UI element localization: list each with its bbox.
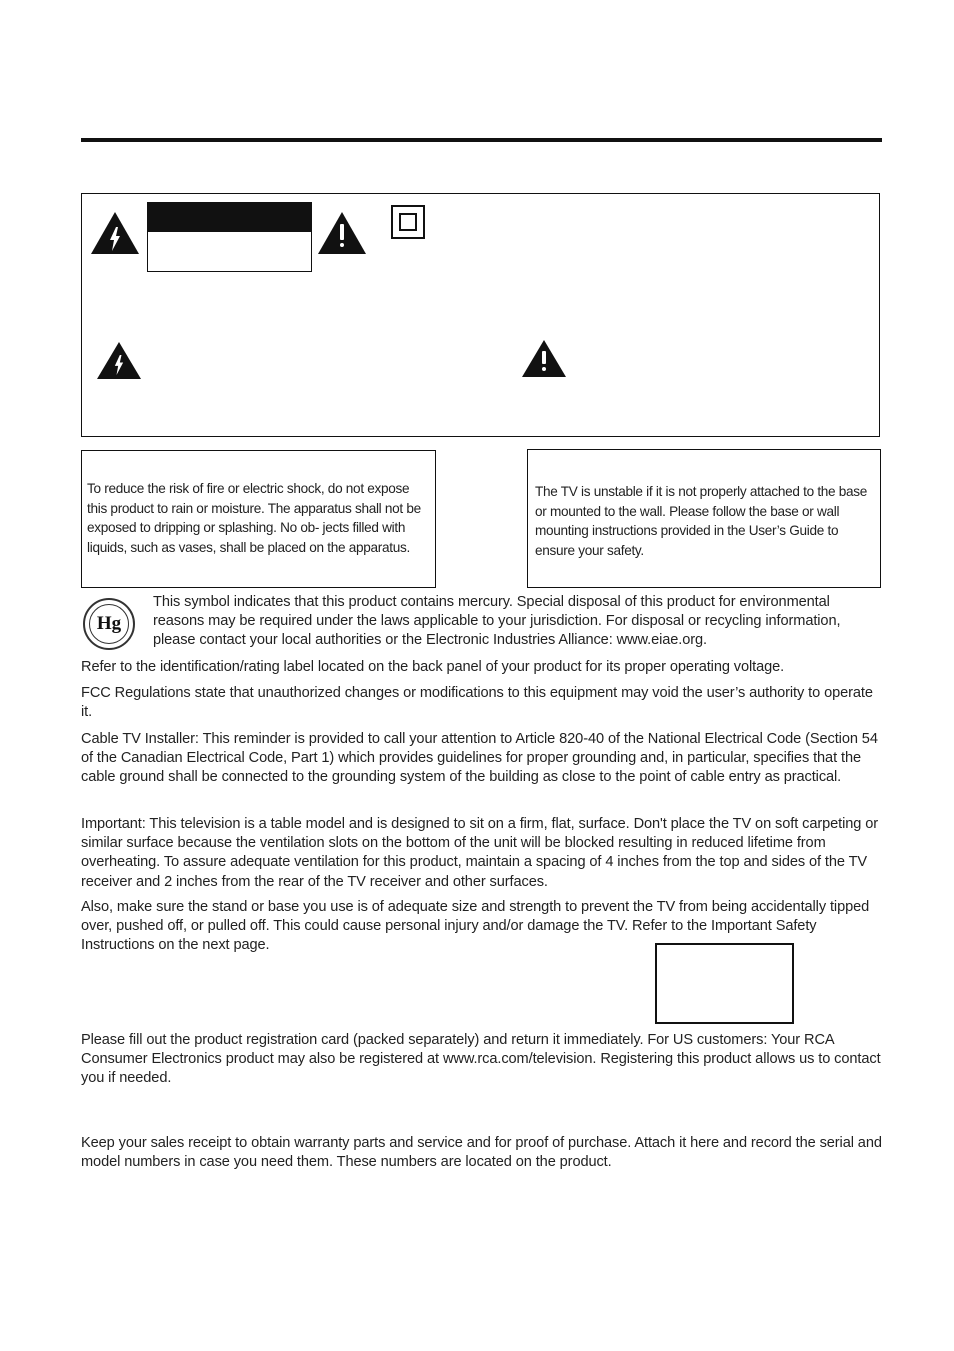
stability-warning-box bbox=[527, 449, 881, 588]
lightning-warning-icon bbox=[91, 212, 139, 254]
moisture-warning-text: To reduce the risk of fire or electric shock, do not expose this product to rain or moisture. The apparatus shall not be exposed to dripping or splashing. No ob- jects filled with liquids, such as vases, shall be placed on the apparatus. bbox=[87, 481, 421, 555]
double-insulation-icon bbox=[391, 205, 425, 239]
stand-notice: Also, make sure the stand or base you use is of adequate size and strength to prevent the TV from being accidentally tipped over, pushed off, or pulled off. This could cause personal injury and/or damage the TV. Refer to the Important Safety Instructions on the next page. bbox=[81, 899, 870, 954]
moisture-warning-box bbox=[81, 450, 436, 588]
registration-notice: Please fill out the product registration card (packed separately) and return it immediately. For US customers: Your RCA Consumer Electronics product may also be registered at www.rca.com/television. Registering this product allows us to contact you if needed. bbox=[81, 1032, 881, 1087]
exclamation-warning-icon bbox=[318, 212, 366, 254]
label-sticker-box bbox=[655, 943, 794, 1024]
ventilation-notice: Important: This television is a table model and is designed to sit on a firm, flat, surface. Don't place the TV on soft carpeting or similar surface because the ventilation slots on the bottom of the unit will be blocked resulting in reduced lifetime from overheating. To assure adequate ventilation for this product, maintain a spacing of 4 inches from the top and sides of the TV receiver and 2 inches from the rear of the TV receiver and other surfaces. bbox=[81, 816, 878, 890]
caution-label-box bbox=[147, 232, 312, 272]
fcc-notice: FCC Regulations state that unauthorized changes or modifications to this equipment may void the user’s authority to operate it. bbox=[81, 685, 873, 721]
header-rule bbox=[81, 138, 882, 142]
cable-installer-notice: Cable TV Installer: This reminder is provided to call your attention to Article 820-40 of the National Electrical Code (Section 54 of the Canadian Electrical Code, Part 1) which provides guidelines for proper grounding and, in particular, specifies that the cable ground shall be connected to the grounding system of the building as close to the point of cable entry as practical. bbox=[81, 731, 878, 786]
rating-label-notice: Refer to the identification/rating label located on the back panel of your product for its proper operating voltage. bbox=[81, 659, 785, 675]
exclamation-warning-icon bbox=[522, 340, 566, 377]
receipt-notice: Keep your sales receipt to obtain warranty parts and service and for proof of purchase. Attach it here and record the serial and model numbers in case you need them. These numbers are located on the product. bbox=[81, 1135, 882, 1171]
caution-label-bar bbox=[147, 202, 312, 232]
lightning-warning-icon bbox=[97, 342, 141, 379]
mercury-symbol: Hg bbox=[89, 604, 129, 644]
stability-warning-text: The TV is unstable if it is not properly attached to the base or mounted to the wall. Please follow the base or wall mounting instructions provided in the User’s Guide to ensure your safety. bbox=[535, 484, 868, 558]
mercury-notice: This symbol indicates that this product contains mercury. Special disposal of this product for environmental reasons may be required under the laws applicable to your jurisdiction. For disposal or recycling information, please contact your local authorities or the Electronic Industries Alliance: www.eiae.org. bbox=[153, 594, 841, 648]
mercury-hg-icon bbox=[83, 598, 135, 650]
